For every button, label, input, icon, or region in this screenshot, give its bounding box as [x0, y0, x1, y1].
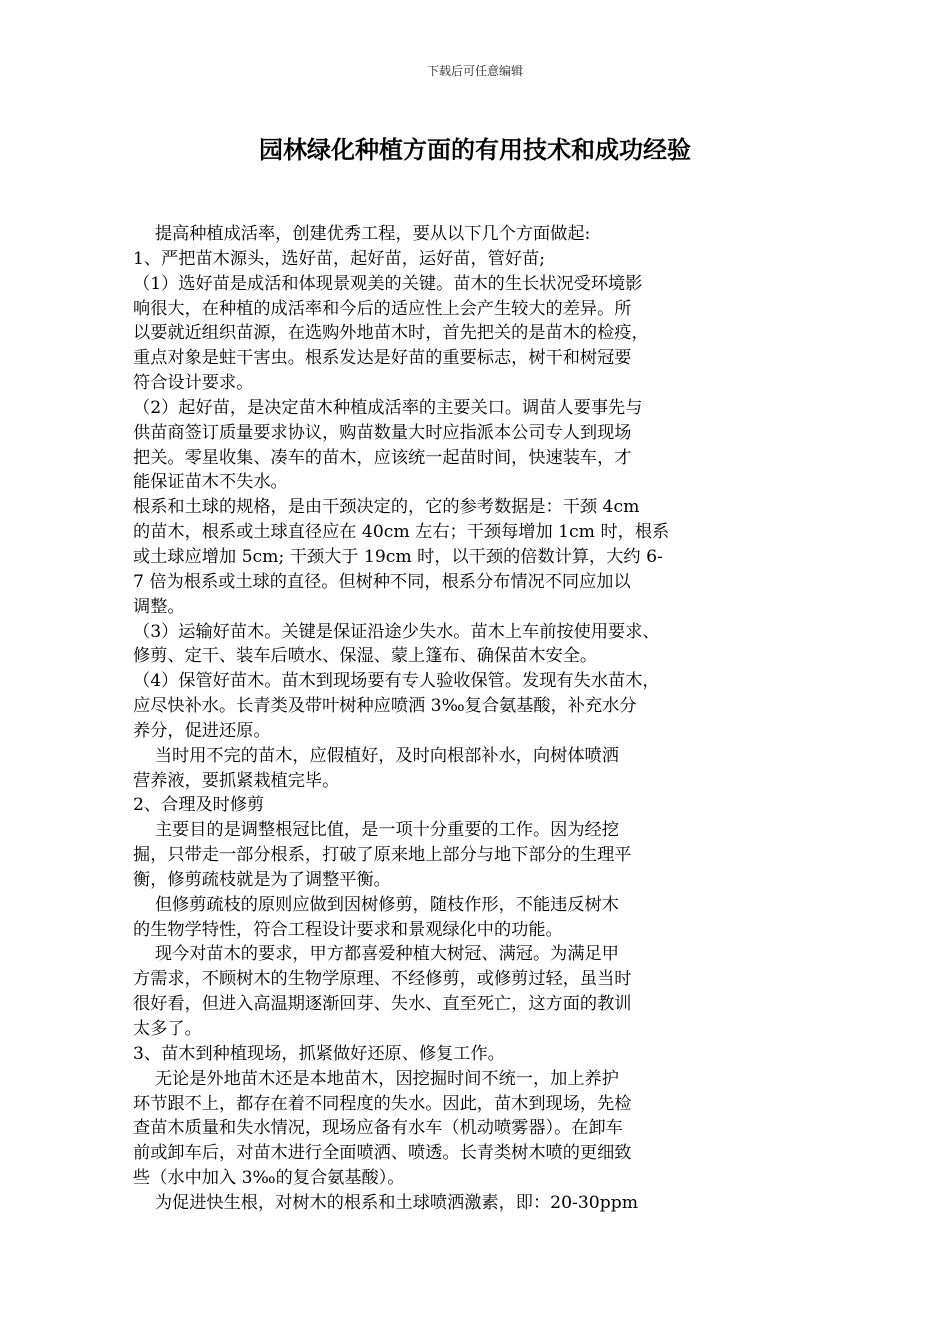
- text-line: 现今对苗木的要求，甲方都喜爱种植大树冠、满冠。为满足甲: [133, 944, 619, 965]
- text-line: 但修剪疏枝的原则应做到因树修剪，随枝作形，不能违反树木: [133, 894, 619, 915]
- text-line: 3、苗木到种植现场，抓紧做好还原、修复工作。: [133, 1043, 505, 1064]
- text-line: 前或卸车后，对苗木进行全面喷洒、喷透。长青类树木喷的更细致: [133, 1143, 632, 1164]
- text-line: 些（水中加入 3‰的复合氨基酸）。: [133, 1168, 405, 1189]
- text-line: （3）运输好苗木。关键是保证沿途少失水。苗木上车前按使用要求、: [133, 621, 660, 642]
- text-line: 方需求，不顾树木的生物学原理、不经修剪，或修剪过轻，虽当时: [133, 969, 632, 990]
- text-line: 应尽快补水。长青类及带叶树种应喷洒 3‰复合氨基酸，补充水分: [133, 696, 637, 717]
- document-body: [133, 222, 823, 1216]
- text-line: 重点对象是蛀干害虫。根系发达是好苗的重要标志，树干和树冠要: [133, 348, 632, 369]
- text-line: 为促进快生根，对树木的根系和土球喷洒激素，即：20-30ppm: [133, 1192, 639, 1213]
- text-line: 养分，促进还原。: [133, 720, 271, 741]
- text-line: 提高种植成活率，创建优秀工程，要从以下几个方面做起:: [133, 224, 591, 244]
- text-line: 营养液，要抓紧栽植完毕。: [133, 770, 340, 791]
- text-line: 响很大，在种植的成活率和今后的适应性上会产生较大的差异。所: [133, 298, 632, 319]
- text-line: 能保证苗木不失水。: [133, 472, 288, 493]
- text-line: 当时用不完的苗木，应假植好，及时向根部补水，向树体喷洒: [133, 745, 619, 766]
- text-line: 1、严把苗木源头，选好苗，起好苗，运好苗，管好苗;: [133, 248, 546, 269]
- text-line: 环节跟不上，都存在着不同程度的失水。因此，苗木到现场，先检: [133, 1093, 632, 1114]
- text-line: 供苗商签订质量要求协议，购苗数量大时应指派本公司专人到现场: [133, 422, 632, 443]
- text-line: 衡，修剪疏枝就是为了调整平衡。: [133, 869, 391, 890]
- text-line: （1）选好苗是成活和体现景观美的关键。苗木的生长状况受环境影: [133, 273, 643, 294]
- text-line: 主要目的是调整根冠比值，是一项十分重要的工作。因为经挖: [133, 820, 619, 841]
- text-line: 根系和土球的规格，是由干颈决定的，它的参考数据是：干颈 4cm: [133, 497, 640, 518]
- document-title: 园林绿化种植方面的有用技术和成功经验: [259, 136, 691, 164]
- text-line: 或土球应增加 5cm; 干颈大于 19cm 时，以干颈的倍数计算，大约 6-: [133, 546, 663, 567]
- header-note: 下载后可任意编辑: [426, 64, 523, 78]
- text-line: 掘，只带走一部分根系，打破了原来地上部分与地下部分的生理平: [133, 845, 632, 866]
- text-line: 的生物学特性，符合工程设计要求和景观绿化中的功能。: [133, 919, 563, 940]
- text-line: 2、合理及时修剪: [133, 795, 265, 816]
- text-line: 的苗木，根系或土球直径应在 40cm 左右；干颈每增加 1cm 时，根系: [133, 522, 670, 543]
- text-line: 修剪、定干、装车后喷水、保湿、蒙上篷布、确保苗木安全。: [133, 646, 598, 667]
- text-line: 太多了。: [133, 1019, 202, 1039]
- text-line: 查苗木质量和失水情况，现场应备有水车（机动喷雾器）。在卸车: [133, 1118, 623, 1139]
- text-line: 符合设计要求。: [133, 373, 254, 394]
- text-line: 以要就近组织苗源，在选购外地苗木时，首先把关的是苗木的检疫，: [133, 323, 649, 344]
- text-line: 7 倍为根系或土球的直径。但树种不同，根系分布情况不同应加以: [133, 571, 631, 592]
- text-line: 把关。零星收集、凑车的苗木，应该统一起苗时间，快速装车，才: [133, 447, 632, 468]
- text-line: （4）保管好苗木。苗木到现场要有专人验收保管。发现有失水苗木，: [133, 671, 660, 692]
- text-line: （2）起好苗，是决定苗木种植成活率的主要关口。调苗人要事先与: [133, 397, 643, 418]
- text-line: 调整。: [133, 596, 185, 617]
- text-line: 很好看，但进入高温期逐渐回芽、失水、直至死亡，这方面的教训: [133, 994, 632, 1015]
- text-line: 无论是外地苗木还是本地苗木，因挖掘时间不统一，加上养护: [133, 1068, 619, 1089]
